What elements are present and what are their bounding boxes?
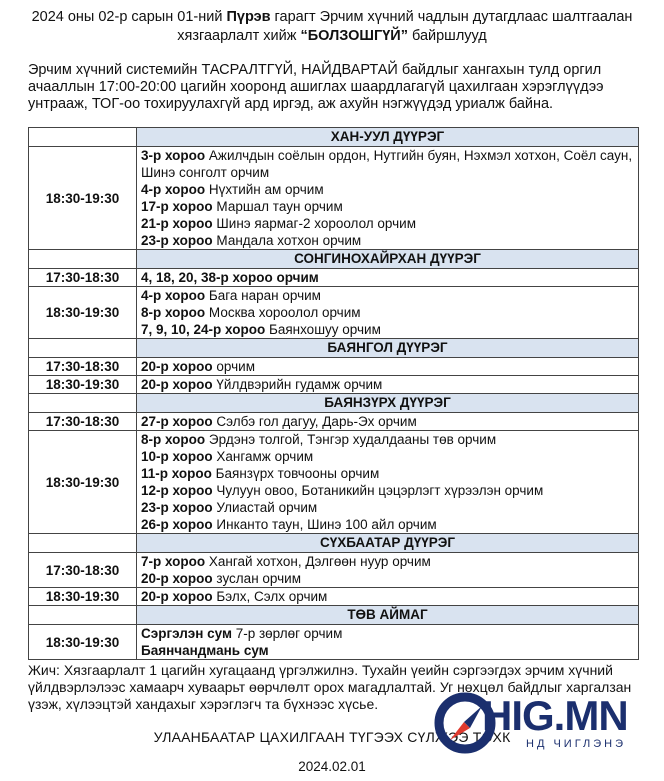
- khoroo-label: 8-р хороо: [141, 432, 206, 447]
- time-slot: 18:30-19:30: [29, 147, 137, 250]
- khoroo-label: 12-р хороо: [141, 483, 213, 498]
- khoroo-label: Сэргэлэн сум: [141, 626, 232, 641]
- time-slot: 17:30-18:30: [29, 553, 137, 588]
- district-header-row: [29, 339, 639, 358]
- announcement-header: [0, 8, 664, 46]
- location-text: Хангамж орчим: [212, 449, 314, 464]
- time-slot: 18:30-19:30: [29, 431, 137, 534]
- district-name: ТӨВ АЙМАГ: [137, 606, 639, 625]
- location-list: [137, 376, 639, 394]
- khoroo-label: 7-р хороо: [141, 554, 206, 569]
- district-header-row: [29, 250, 639, 269]
- location-item: [141, 482, 634, 499]
- location-list: [137, 147, 639, 250]
- district-header-row: [29, 606, 639, 625]
- khoroo-label: 21-р хороо: [141, 216, 213, 231]
- location-text: Москва хороолол орчим: [205, 305, 361, 320]
- schedule-row: [29, 553, 639, 588]
- khoroo-label: 23-р хороо: [141, 500, 213, 515]
- location-text: Ажилчдын соёлын ордон, Нутгийн буян, Нэхмэл хотхон, Соёл саун, Шинэ сонголт орчим: [141, 148, 633, 180]
- location-item: [141, 269, 634, 286]
- district-name: БАЯНГОЛ ДҮҮРЭГ: [137, 339, 639, 358]
- schedule-row: [29, 147, 639, 250]
- schedule-row: [29, 413, 639, 431]
- khoroo-label: 17-р хороо: [141, 199, 213, 214]
- khoroo-label: 20-р хороо: [141, 571, 213, 586]
- location-item: [141, 304, 634, 321]
- location-list: [137, 625, 639, 660]
- location-text: Улиастай орчим: [212, 500, 318, 515]
- location-text: Үйлдвэрийн гудамж орчим: [212, 377, 383, 392]
- schedule-row: [29, 269, 639, 287]
- location-list: [137, 358, 639, 376]
- schedule-row: [29, 376, 639, 394]
- header-line-2: хязгаарлалт хийж “БОЛЗОШГҮЙ” байршлууд: [177, 28, 487, 44]
- location-text: Инканто таун, Шинэ 100 айл орчим: [212, 517, 437, 532]
- schedule-row: [29, 588, 639, 606]
- location-item: [141, 516, 634, 533]
- khoroo-label: 10-р хороо: [141, 449, 213, 464]
- location-item: [141, 321, 634, 338]
- location-list: [137, 431, 639, 534]
- empty-cell: [29, 128, 137, 147]
- organization-name: УЛААНБААТАР ЦАХИЛГААН ТҮГЭЭХ СҮЛЖЭЭ ТӨХК: [153, 729, 511, 745]
- location-text: Чулуун овоо, Ботаникийн цэцэрлэгт хүрээлэн орчим: [212, 483, 544, 498]
- location-list: [137, 588, 639, 606]
- khoroo-label: 27-р хороо: [141, 414, 213, 429]
- location-text: Мандала хотхон орчим: [212, 233, 362, 248]
- location-text: Бага наран орчим: [205, 288, 321, 303]
- time-slot: 18:30-19:30: [29, 588, 137, 606]
- time-slot: 18:30-19:30: [29, 376, 137, 394]
- location-text: Баянзүрх товчооны орчим: [211, 466, 380, 481]
- district-header-row: [29, 394, 639, 413]
- khoroo-label: 23-р хороо: [141, 233, 213, 248]
- location-item: [141, 625, 634, 642]
- location-item: [141, 431, 634, 448]
- intro-paragraph: Эрчим хүчний системийн ТАСРАЛТГҮЙ, НАЙДВАРТАЙ байдлыг хангахын тулд оргил ачааллын 17:00-20:00 цагийн хооронд ашиглах шаардлагагүй цахилгаан хэрэглүүдээ унтрааж, ТОГ-оо тохируулахгүй ард иргэд, аж ахуйн нэгжүүдэд уриалж байна.: [28, 62, 604, 112]
- district-name: БАЯНЗҮРХ ДҮҮРЭГ: [137, 394, 639, 413]
- location-list: [137, 287, 639, 339]
- time-slot: 18:30-19:30: [29, 625, 137, 660]
- district-name: ХАН-УУЛ ДҮҮРЭГ: [137, 128, 639, 147]
- empty-cell: [29, 394, 137, 413]
- khoroo-label: 20-р хороо: [141, 377, 213, 392]
- empty-cell: [29, 606, 137, 625]
- khoroo-label: 8-р хороо: [141, 305, 206, 320]
- location-text: Сэлбэ гол дагуу, Дарь-Эх орчим: [212, 414, 417, 429]
- location-item: [141, 287, 634, 304]
- location-item: [141, 413, 634, 430]
- empty-cell: [29, 534, 137, 553]
- location-item: [141, 198, 634, 215]
- schedule-table: [28, 127, 639, 660]
- location-item: [141, 181, 634, 198]
- note-paragraph: Жич: Хязгаарлалт 1 цагийн хугацаанд үргэлжилнэ. Тухайн үеийн сэргээгдэх эрчим хүчний үйлдвэрлэлээс хамаарч хуваарьт өөрчлөлт орох магадлалтай. Уг нөхцөл байдлыг харгалзан үзэж, хүлээцтэй хандахыг хэрэглэгч та бүхнээс хүсье.: [28, 662, 632, 712]
- schedule-row: [29, 287, 639, 339]
- time-slot: 18:30-19:30: [29, 287, 137, 339]
- district-header-row: [29, 128, 639, 147]
- khoroo-label: 20-р хороо: [141, 589, 213, 604]
- location-item: [141, 465, 634, 482]
- logo-text: HIG.MN: [482, 692, 628, 739]
- time-slot: 17:30-18:30: [29, 269, 137, 287]
- empty-cell: [29, 250, 137, 269]
- district-name: СОНГИНОХАЙРХАН ДҮҮРЭГ: [137, 250, 639, 269]
- khoroo-label: 4-р хороо: [141, 182, 206, 197]
- location-item: [141, 448, 634, 465]
- khoroo-label: 11-р хороо: [141, 466, 212, 481]
- location-item: [141, 232, 634, 249]
- location-item: [141, 358, 634, 375]
- khoroo-label: 20-р хороо: [141, 359, 213, 374]
- location-item: [141, 147, 634, 181]
- time-slot: 17:30-18:30: [29, 358, 137, 376]
- location-text: Хангай хотхон, Дэлгөөн нуур орчим: [205, 554, 431, 569]
- location-text: орчим: [212, 359, 255, 374]
- location-item: [141, 376, 634, 393]
- khoroo-label: 7, 9, 10, 24-р хороо: [141, 322, 266, 337]
- location-item: [141, 588, 634, 605]
- location-item: [141, 215, 634, 232]
- location-item: [141, 553, 634, 570]
- schedule-row: [29, 358, 639, 376]
- schedule-row: [29, 625, 639, 660]
- location-list: [137, 553, 639, 588]
- district-name: СҮХБААТАР ДҮҮРЭГ: [137, 534, 639, 553]
- time-slot: 17:30-18:30: [29, 413, 137, 431]
- header-line-1: 2024 оны 02-р сарын 01-ний Пүрэв гарагт Эрчим хүчний чадлын дутагдлаас шалтгаалан: [31, 9, 633, 25]
- schedule-row: [29, 431, 639, 534]
- location-text: Эрдэнэ толгой, Тэнгэр худалдааны төв орчим: [205, 432, 497, 447]
- khoroo-label: 26-р хороо: [141, 517, 213, 532]
- location-text: Нүхтийн ам орчим: [205, 182, 324, 197]
- watermark-logo: [430, 688, 655, 758]
- location-list: [137, 413, 639, 431]
- location-text: Шинэ яармаг-2 хороолол орчим: [212, 216, 417, 231]
- location-text: Маршал таун орчим: [212, 199, 343, 214]
- empty-cell: [29, 339, 137, 358]
- location-item: [141, 642, 634, 659]
- khoroo-label: Баянчандмань сум: [141, 643, 269, 658]
- location-text: зуслан орчим: [212, 571, 301, 586]
- location-text: Бэлх, Сэлх орчим: [212, 589, 328, 604]
- logo-subtext: НД ЧИГЛЭНЭ: [526, 738, 627, 750]
- location-text: 7-р зөрлөг орчим: [231, 626, 343, 641]
- location-list: [137, 269, 639, 287]
- location-text: Баянхошуу орчим: [265, 322, 381, 337]
- district-header-row: [29, 534, 639, 553]
- khoroo-label: 3-р хороо: [141, 148, 206, 163]
- document-date: 2024.02.01: [298, 759, 366, 774]
- khoroo-label: 4, 18, 20, 38-р хороо орчим: [141, 270, 319, 285]
- location-item: [141, 570, 634, 587]
- khoroo-label: 4-р хороо: [141, 288, 206, 303]
- location-item: [141, 499, 634, 516]
